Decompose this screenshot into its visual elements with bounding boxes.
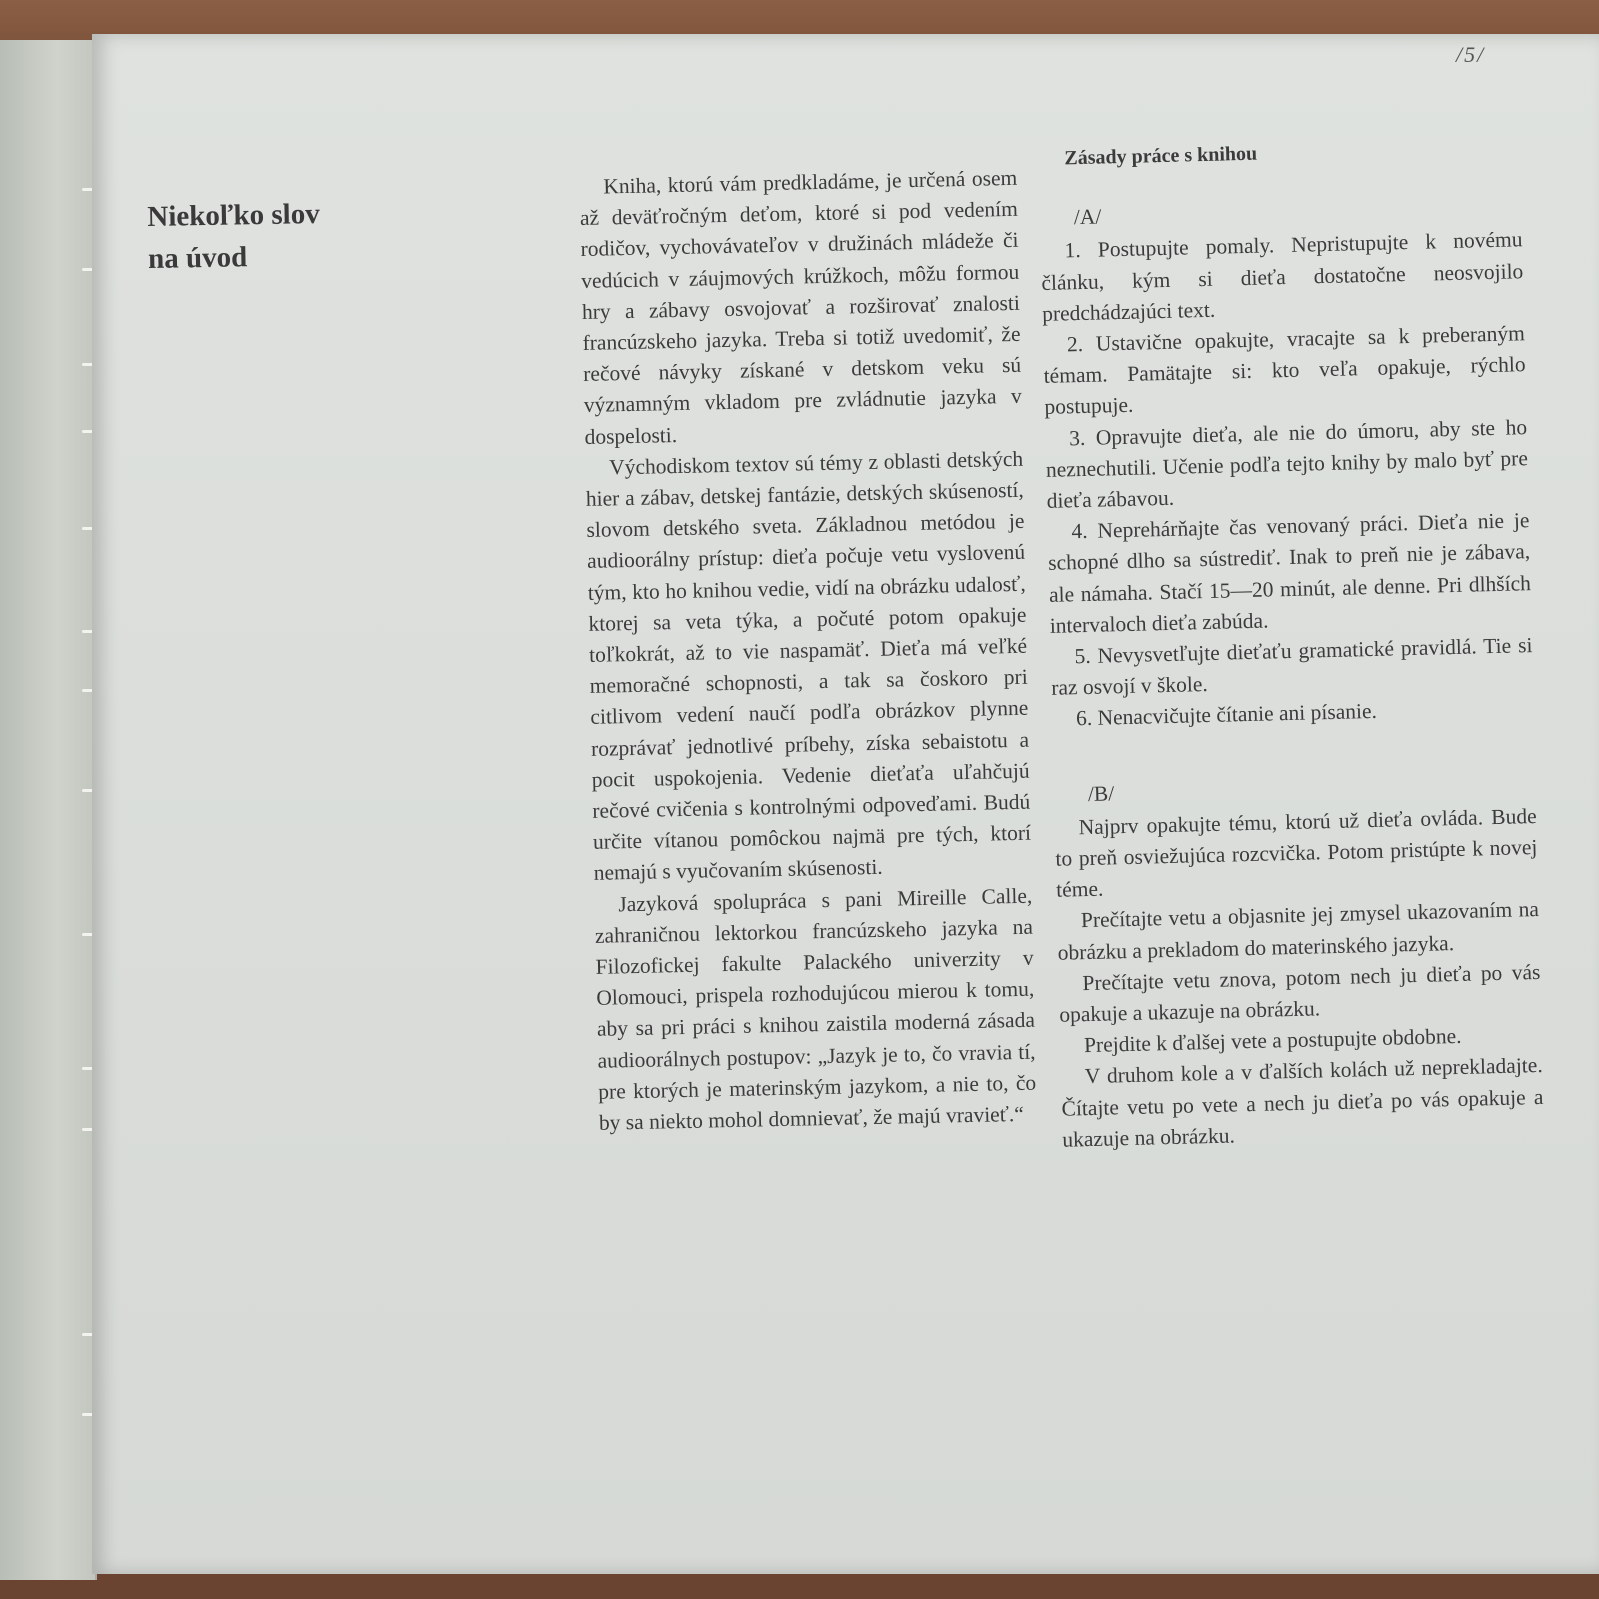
principle-item: 5. Nevysvetľujte dieťaťu gramatické pravidlá. Tie si raz osvojí v škole. (1051, 633, 1533, 701)
section-b-label: /B/ (1087, 780, 1115, 806)
principle-item: 1. Postupujte pomaly. Nepristupujte k novému článku, kým si dieťa dostatočne neosvojilo predchádzajúci text. (1041, 227, 1524, 326)
section-title-line: Niekoľko slov (147, 197, 320, 233)
section-title-line: na úvod (147, 241, 248, 275)
principle-item: 2. Ustavične opakujte, vracajte sa k preberaným témam. Pamätajte si: kto veľa opakuje, rýchlo postupuje. (1043, 321, 1526, 420)
section-a-label: /A/ (1073, 204, 1102, 230)
intro-paragraph: Kniha, ktorú vám predkladáme, je určená osem až deväťročným deťom, ktoré si pod vedením rodičov, vychovávateľov v družinách mládeže či vedúcich v záujmových krúžkoch, môžu formou hry a zábavy osvojovať a rozširovať znalosti francúzskeho jazyka. Treba si totiž uvedomiť, že rečové návyky získané v detskom veku sú významným vkladom pre zvládnutie jazyka v dospelosti. (579, 165, 1023, 449)
section-b-paragraph: V druhom kole a v ďalších kolách už neprekladajte. Čítajte vetu po vete a nech ju dieťa po vás opakuje a ukazuje na obrázku. (1061, 1053, 1544, 1152)
principles-heading: Zásady práce s knihou (1064, 142, 1258, 170)
section-b-paragraph: Prečítajte vetu a objasnite jej zmysel ukazovaním na obrázku a prekladom do materinského jazyka. (1057, 897, 1540, 965)
intro-column (579, 163, 1037, 1139)
principle-item: 4. Neprehárňajte čas venovaný práci. Dieťa nie je schopné dlho sa sústrediť. Inak to preň nie je zábava, ale námaha. Stačí 15—20 minút, ale denne. Pri dlhších intervaloch dieťa zabúda. (1047, 508, 1532, 638)
section-b-paragraph: Prečítajte vetu znova, potom nech ju dieťa po vás opakuje a ukazuje na obrázku. (1058, 959, 1541, 1027)
principles-column (1038, 132, 1545, 1156)
previous-page-edge (0, 40, 97, 1580)
section-b-paragraph: Prejdite k ďalšej vete a postupujte obdobne. (1083, 1024, 1462, 1058)
intro-paragraph: Východiskom textov sú témy z oblasti detských hier a zábav, detskej fantázie, detských skúseností, slovom detského sveta. Základnou metódou je audioorálny prístup: dieťa počuje vetu vyslovenú tým, kto ho knihou vedie, vidí na obrázku udalosť, ktorej sa veta týka, a počuté potom opakuje toľkokrát, až to vie naspamäť. Dieťa má veľké memoračné schopnosti, a tak sa čoskoro pri citlivom vedení naučí podľa obrázkov plynne rozprávať jednotlivé príbehy, získa sebaistotu a pocit uspokojenia. Vedenie dieťaťa uľahčujú rečové cvičenia s kontrolnými odpoveďami. Budú určite vítanou pomôckou najmä pre tých, ktorí nemajú s vyučovaním skúsenosti. (585, 446, 1032, 886)
principle-item: 3. Opravujte dieťa, ale nie do úmoru, aby ste ho neznechutili. Učenie podľa tejto knihy by malo byť pre dieťa zábavou. (1045, 414, 1529, 513)
book-page (92, 34, 1599, 1574)
principle-item: 6. Nenacvičujte čítanie ani písanie. (1075, 699, 1378, 731)
intro-paragraph: Jazyková spolupráca s pani Mireille Calle, zahraničnou lektorkou francúzskeho jazyka na Filozofickej fakulte Palackého univerzity v Olomouci, prispela rozhodujúcou mierou k tomu, aby sa pri práci s knihou zaistila moderná zásada audioorálnych postupov: „Jazyk je to, čo vravia tí, pre ktorých je materinským jazykom, a nie to, čo by sa niekto mohol domnievať, že majú vravieť.“ (594, 883, 1037, 1135)
page-number: /5/ (1456, 42, 1486, 67)
section-title (147, 191, 408, 280)
section-b-paragraph: Najprv opakujte tému, ktorú už dieťa ovláda. Bude to preň osviežujúca rozcvička. Potom pristúpte k novej téme. (1055, 803, 1538, 903)
